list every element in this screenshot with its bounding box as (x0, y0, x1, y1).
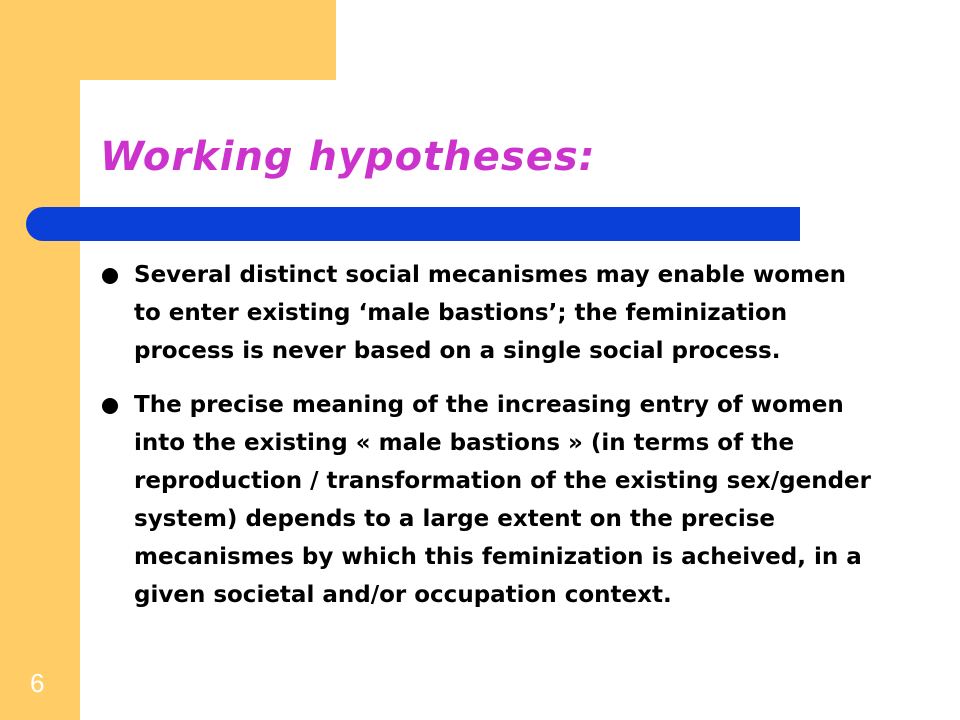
bullet-item (100, 256, 880, 370)
slide-number: 6 (30, 668, 45, 698)
bullet-text: The precise meaning of the increasing entry of women into the existing « male bastions » (in terms of the reproduction / transformation of the existing sex/gender system) depends to a large extent on the precise mecanismes by which this feminization is acheived, in a given societal and/or occupation context. (134, 392, 871, 608)
bullet-list (100, 256, 880, 630)
left-accent-band (0, 0, 80, 720)
bullet-text: Several distinct social mecanismes may enable women to enter existing ‘male bastions’; the feminization process is never based on a single social process. (134, 262, 847, 364)
title-underline-bar (26, 207, 800, 241)
bullet-dot-icon (102, 398, 118, 414)
slide-title: Working hypotheses: (100, 134, 596, 180)
top-accent-band (0, 0, 336, 80)
bullet-dot-icon (102, 268, 118, 284)
bullet-item (100, 386, 880, 614)
